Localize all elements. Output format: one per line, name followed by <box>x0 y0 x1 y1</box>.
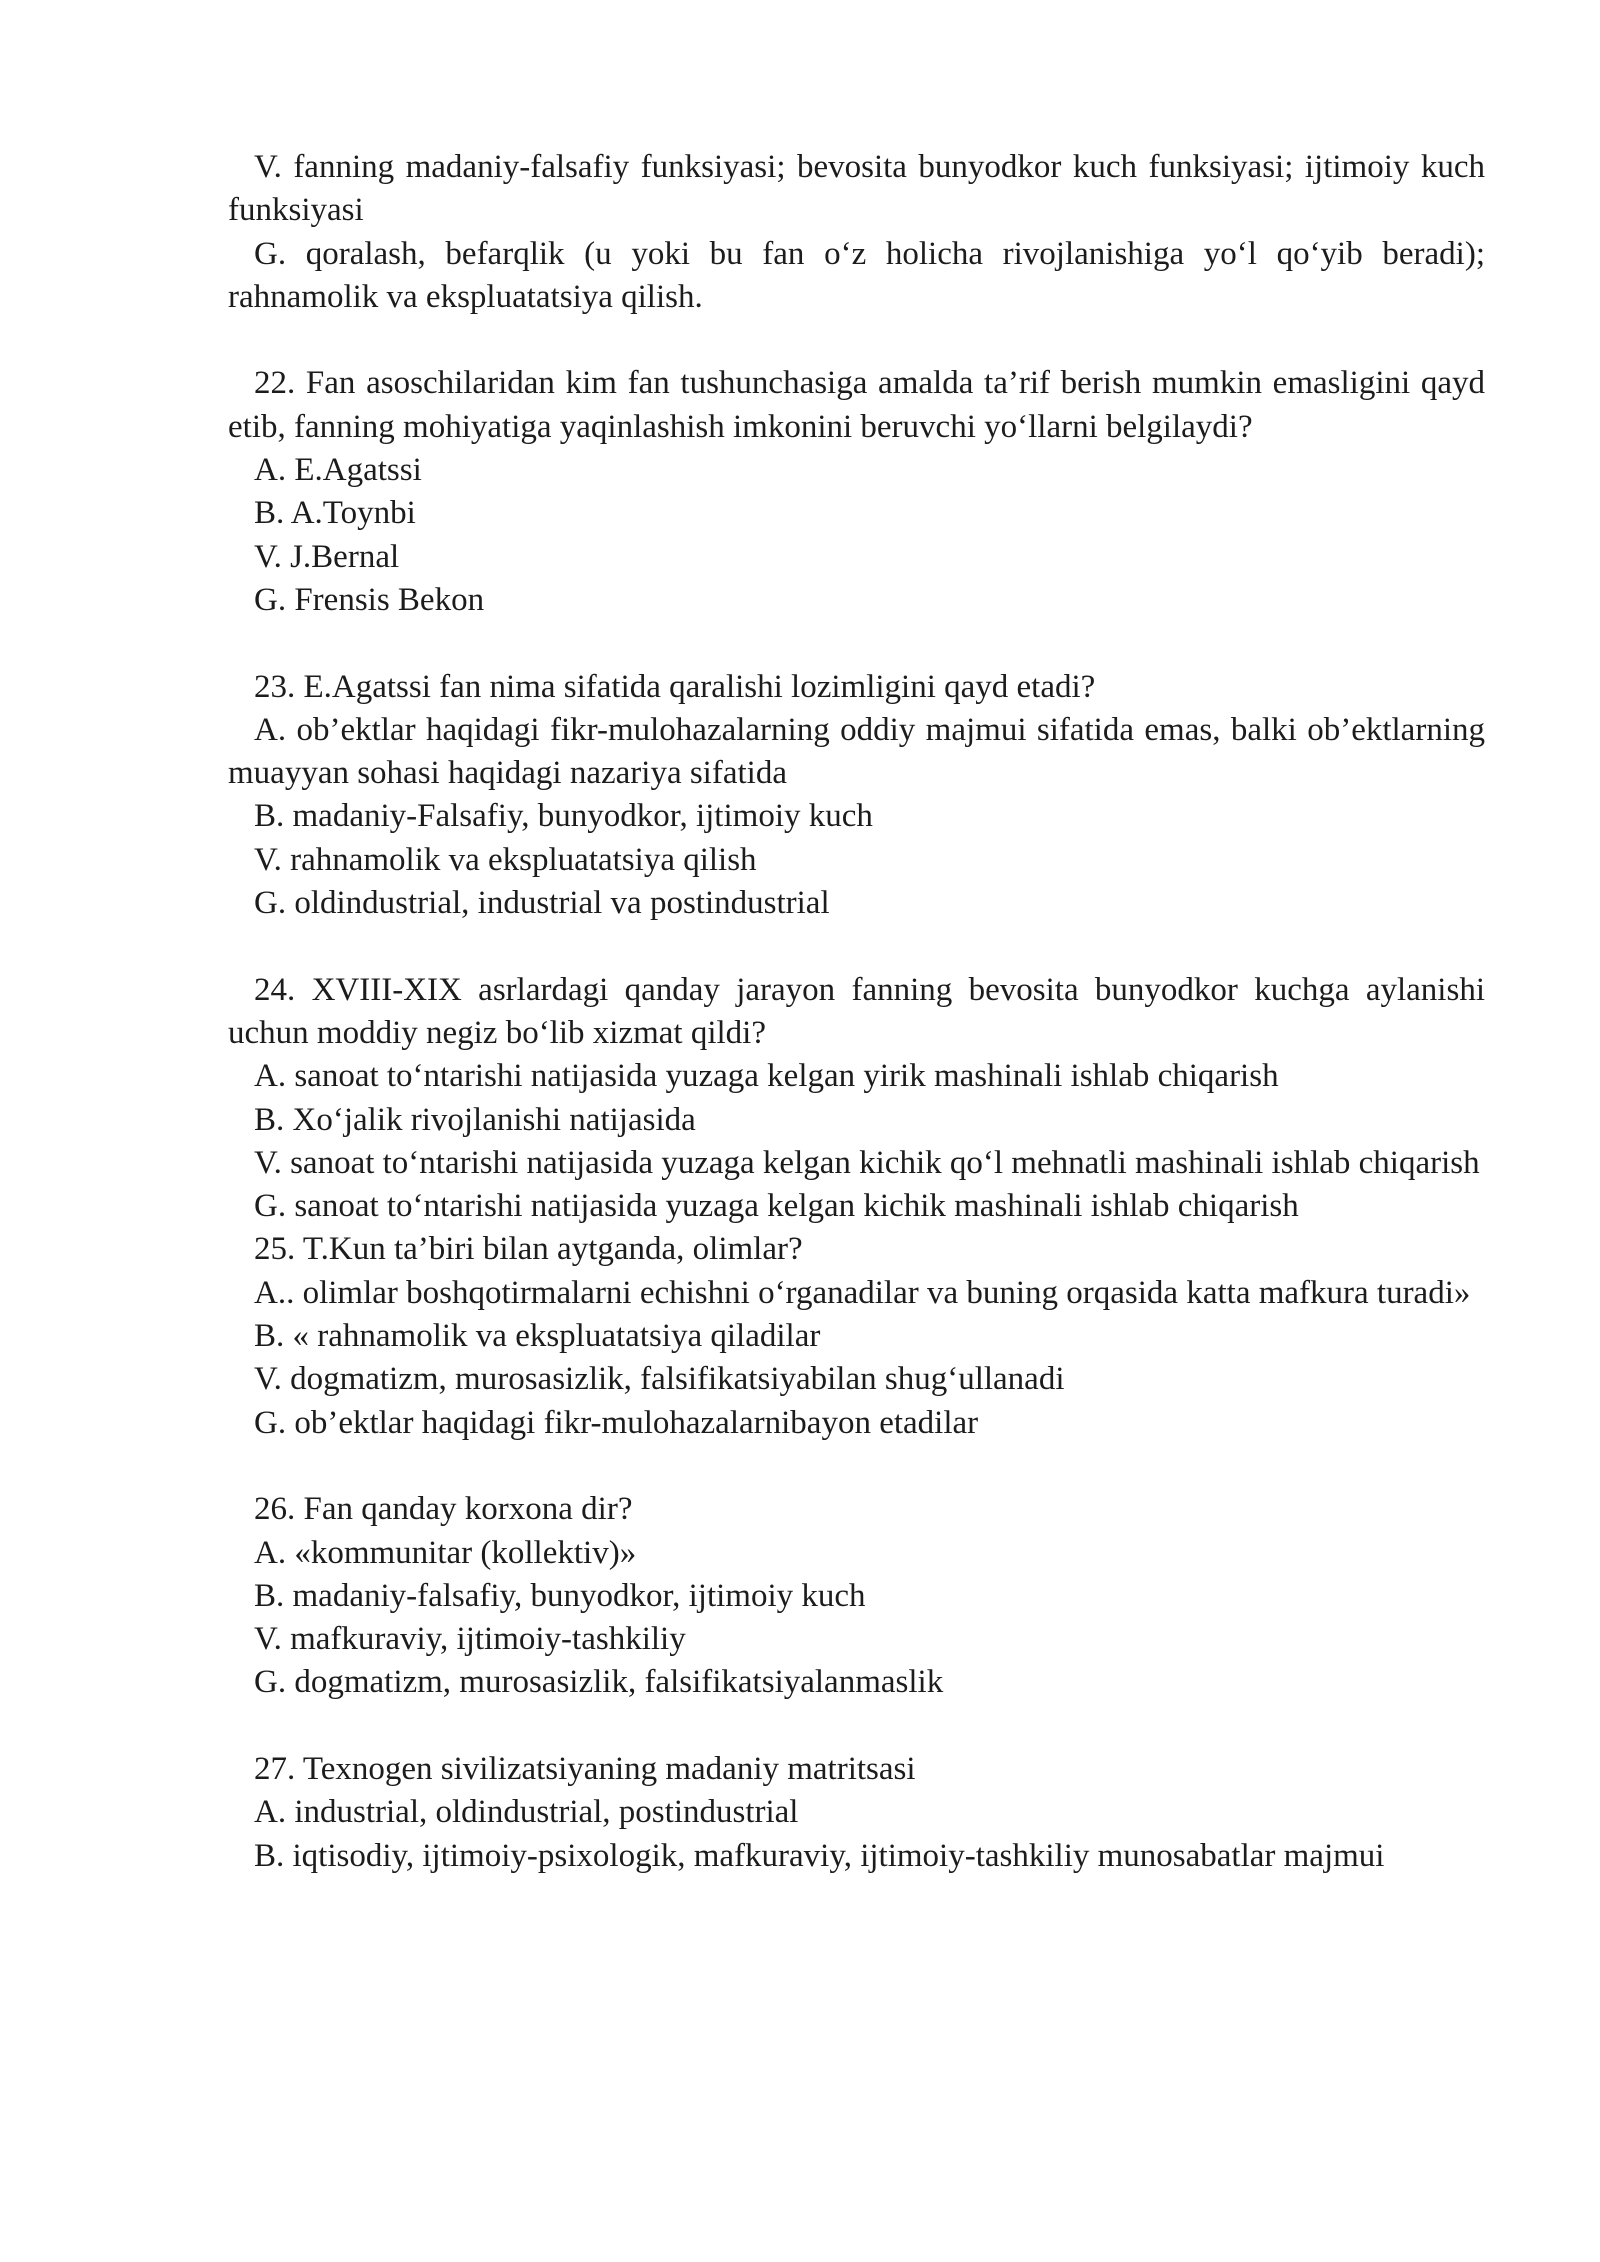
question-text: 27. Texnogen sivilizatsiyaning madaniy matritsasi <box>254 1750 916 1787</box>
option-v: V. mafkuraviy, ijtimoiy-tashkiliy <box>254 1621 686 1658</box>
spacer <box>228 925 1485 968</box>
option-v: V. J.Bernal <box>254 538 400 575</box>
question-text: 24. XVIII-XIX asrlardagi qanday jarayon fanning bevosita bunyodkor kuchga aylanishi uchun moddiy negiz bo‘lib xizmat qildi? <box>228 971 1485 1051</box>
option-b: B. iqtisodiy, ijtimoiy-psixologik, mafkuraviy, ijtimoiy-tashkiliy munosabatlar majmui <box>254 1837 1385 1874</box>
option-g: G. ob’ektlar haqidagi fikr-mulohazalarnibayon etadilar <box>254 1404 979 1441</box>
option-a: A. industrial, oldindustrial, postindustrial <box>254 1794 799 1831</box>
question-text: 22. Fan asoschilaridan kim fan tushunchasiga amalda ta’rif berish mumkin emasligini qayd etib, fanning mohiyatiga yaqinlashish imkonini beruvchi yo‘llarni belgilaydi? <box>228 365 1485 445</box>
question-26 <box>228 1488 1485 1704</box>
option-b: B. A.Toynbi <box>254 495 416 532</box>
question-text: 26. Fan qanday korxona dir? <box>254 1491 633 1528</box>
question-24 <box>228 969 1485 1229</box>
question-22 <box>228 362 1485 622</box>
option-b: B. Xo‘jalik rivojlanishi natijasida <box>254 1101 696 1138</box>
option-g: G. oldindustrial, industrial va postindustrial <box>254 885 830 922</box>
option-b: B. madaniy-Falsafiy, bunyodkor, ijtimoiy kuch <box>254 798 873 835</box>
option-g: G. dogmatizm, murosasizlik, falsifikatsiyalanmaslik <box>254 1664 944 1701</box>
question-23 <box>228 666 1485 926</box>
option-a: A. E.Agatssi <box>254 452 422 489</box>
option-v: V. rahnamolik va ekspluatatsiya qilish <box>254 841 757 878</box>
question-text: 25. T.Kun ta’biri bilan aytganda, olimlar? <box>254 1231 803 1268</box>
option-a: A. sanoat to‘ntarishi natijasida yuzaga kelgan yirik mashinali ishlab chiqarish <box>254 1058 1279 1095</box>
question-25 <box>228 1228 1485 1444</box>
option-a: A. ob’ektlar haqidagi fikr-mulohazalarning oddiy majmui sifatida emas, balki ob’ektlarning muayyan sohasi haqidagi nazariya sifatida <box>228 711 1485 792</box>
option-a: A.. olimlar boshqotirmalarni echishni o‘rganadilar va buning orqasida katta mafkura turadi» <box>254 1274 1471 1311</box>
option-b: B. madaniy-falsafiy, bunyodkor, ijtimoiy kuch <box>254 1577 866 1614</box>
question-text: 23. E.Agatssi fan nima sifatida qaralishi lozimligini qayd etadi? <box>254 668 1096 705</box>
spacer <box>228 319 1485 362</box>
question-27 <box>228 1748 1485 1878</box>
prev-option-v: V. fanning madaniy-falsafiy funksiyasi; bevosita bunyodkor kuch funksiyasi; ijtimoiy kuch funksiyasi <box>228 149 1485 229</box>
prev-option-g: G. qoralash, befarqlik (u yoki bu fan o‘z holicha rivojlanishiga yo‘l qo‘yib beradi); rahnamolik va ekspluatatsiya qilish. <box>228 235 1485 315</box>
option-g: G. sanoat to‘ntarishi natijasida yuzaga kelgan kichik mashinali ishlab chiqarish <box>254 1188 1299 1225</box>
option-v: V. dogmatizm, murosasizlik, falsifikatsiyabilan shug‘ullanadi <box>254 1361 1065 1398</box>
spacer <box>228 1445 1485 1488</box>
spacer <box>228 1705 1485 1748</box>
spacer <box>228 622 1485 665</box>
option-g: G. Frensis Bekon <box>254 581 485 618</box>
option-a: A. «kommunitar (kollektiv)» <box>254 1534 637 1571</box>
option-v: V. sanoat to‘ntarishi natijasida yuzaga kelgan kichik qo‘l mehnatli mashinali ishlab chiqarish <box>254 1144 1480 1181</box>
document-page <box>228 146 1485 1878</box>
option-b: B. « rahnamolik va ekspluatatsiya qiladilar <box>254 1318 821 1355</box>
